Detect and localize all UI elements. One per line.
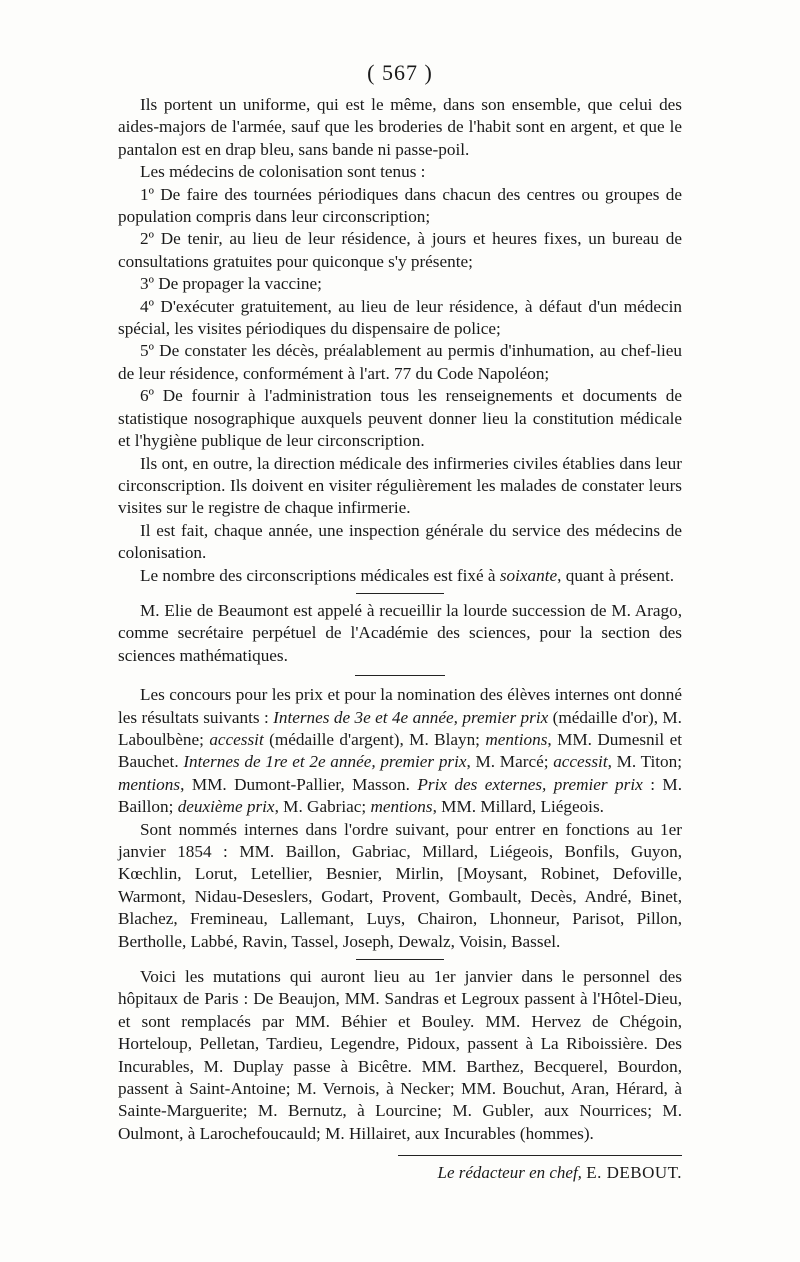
signature-name: E. DEBOUT. bbox=[586, 1163, 682, 1183]
signature-rule bbox=[398, 1155, 682, 1156]
text: , MM. Dumont-Pallier, Masson. bbox=[180, 774, 418, 794]
article-body bbox=[118, 94, 682, 1185]
paragraph-soixante bbox=[118, 565, 682, 587]
text: (médaille d'argent), M. Blayn; bbox=[263, 729, 486, 749]
emphasis: mentions bbox=[118, 774, 181, 794]
text: : M. Baillon; bbox=[118, 774, 683, 817]
page-number: ( 567 ) bbox=[367, 60, 433, 85]
emphasis: mentions bbox=[485, 729, 548, 749]
text: Le nombre des circonscriptions médicales est fixé à bbox=[140, 565, 500, 585]
section-divider bbox=[356, 593, 444, 594]
paragraph: Ils portent un uniforme, qui est le même, dans son ensemble, que celui des aides-majors de l'armée, sauf que les broderies de l'habit sont en argent, et que le pantalon est en drap bleu, sans bande ni passe-poil. bbox=[118, 95, 682, 159]
text: , M. Gabriac; bbox=[274, 797, 371, 817]
paragraph-nommes: Sont nommés internes dans l'ordre suivant, pour entrer en fonctions au 1er janvier 1854 : MM. Baillon, Gabriac, Millard, Liégeois, Bonfils, Guyon, Kœchlin, Lorut, Letellier, Besnier, Mirlin, [Moysant, Robinet, Defoville, Warmont, Nidau-Deseslers, Godart, Provent, Gombault, Decès, André, Binet, Blachez, Fremineau, Lallemant, Luys, Chairon, Lhonneur, Parisot, Pillon, Bertholle, Labbé, Ravin, Tassel, Joseph, Dewalz, Voisin, Bassel. bbox=[118, 819, 682, 951]
section-divider bbox=[355, 675, 445, 676]
paragraph-concours bbox=[118, 684, 682, 818]
emphasis: accessit bbox=[553, 752, 608, 772]
emphasis: Prix des externes, premier prix bbox=[417, 774, 643, 794]
paragraph: Il est fait, chaque année, une inspection générale du service des médecins de colonisation. bbox=[118, 520, 682, 563]
emphasis: deuxième prix bbox=[177, 797, 275, 817]
text: , M. Marcé; bbox=[466, 752, 554, 772]
paragraph: Ils ont, en outre, la direction médicale des infirmeries civiles établies dans leur circonscription. Ils doivent en visiter régulièrement les malades de constater leurs visites sur le registre de chaque infirmerie. bbox=[118, 453, 682, 518]
paragraph: 6º De fournir à l'administration tous les renseignements et documents de statistique nosographique auxquels peuvent donner lieu la constitution médicale et l'hygiène publique de leur circonscription. bbox=[118, 386, 682, 451]
signature-role: Le rédacteur en chef, bbox=[437, 1163, 582, 1183]
paragraph-mutations: Voici les mutations qui auront lieu au 1er janvier dans le personnel des hôpitaux de Paris : De Beaujon, MM. Sandras et Legroux passent à l'Hôtel-Dieu, et sont remplacés par MM. Béhier et Bouley. MM. Hervez de Chégoin, Horteloup, Pelletan, Tardieu, Legendre, Pidoux, passent à La Riboissière. Des Incurables, M. Duplay passe à Bicêtre. MM. Barthez, Becquerel, Bourdon, passent à Saint-Antoine; M. Vernois, à Necker; MM. Bouchut, Aran, Hérard, à Sainte-Marguerite; M. Bernutz, à Lourcine; M. Gubler, aux Nourrices; M. Oulmont, à Larochefoucauld; M. Hillairet, aux Incurables (hommes). bbox=[118, 967, 682, 1143]
text: , MM. Millard, Liégeois. bbox=[432, 797, 604, 817]
emphasis: Internes de 1re et 2e année, premier prix bbox=[183, 752, 467, 772]
paragraph: Les médecins de colonisation sont tenus : bbox=[140, 162, 426, 182]
paragraph: 4º D'exécuter gratuitement, au lieu de leur résidence, à défaut d'un médecin spécial, les visites périodiques du dispensaire de police; bbox=[118, 296, 682, 339]
text: , quant à présent. bbox=[557, 565, 675, 585]
text: (médaille d'or), M. Laboulbène; bbox=[118, 707, 682, 749]
emphasis: mentions bbox=[370, 797, 433, 817]
section-divider bbox=[356, 959, 444, 960]
emphasis: soixante bbox=[499, 565, 558, 585]
text: , MM. Dumesnil et Bauchet. bbox=[118, 729, 683, 772]
text: Les concours pour les prix et pour la nomination des élèves internes ont donné les résultats suivants : bbox=[118, 685, 682, 727]
paragraph: 2º De tenir, au lieu de leur résidence, à jours et heures fixes, un bureau de consultations gratuites pour quiconque s'y présente; bbox=[118, 229, 682, 271]
signature bbox=[118, 1162, 682, 1184]
paragraph-beaumont: M. Elie de Beaumont est appelé à recueillir la lourde succession de M. Arago, comme secrétaire perpétuel de l'Académie des sciences, pour la section des sciences mathématiques. bbox=[118, 600, 682, 665]
paragraph: 1º De faire des tournées périodiques dans chacun des centres ou groupes de population compris dans leur circonscription; bbox=[118, 184, 682, 227]
text: , M. Titon; bbox=[607, 752, 682, 772]
paragraph: 3º De propager la vaccine; bbox=[140, 274, 322, 294]
paragraph: 5º De constater les décès, préalablement au permis d'inhumation, au chef-lieu de leur résidence, conformément à l'art. 77 du Code Napoléon; bbox=[118, 341, 682, 383]
emphasis: accessit bbox=[209, 729, 264, 749]
emphasis: Internes de 3e et 4e année, premier prix bbox=[273, 707, 549, 727]
